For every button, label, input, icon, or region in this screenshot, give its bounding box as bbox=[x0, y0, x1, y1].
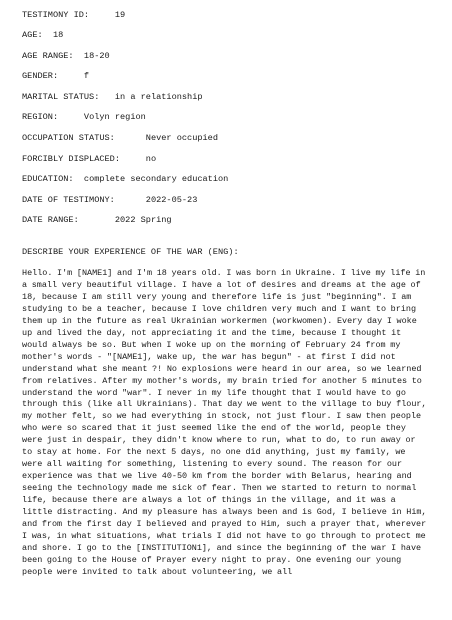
field-label: EDUCATION: bbox=[22, 174, 74, 184]
field-gender bbox=[22, 71, 89, 82]
field-value: in a relationship bbox=[114, 92, 203, 102]
field-education bbox=[22, 174, 228, 185]
field-value: no bbox=[145, 154, 157, 164]
field-value: 18-20 bbox=[83, 51, 110, 61]
field-label: DATE OF TESTIMONY: bbox=[22, 195, 115, 205]
section-title: DESCRIBE YOUR EXPERIENCE OF THE WAR (ENG): bbox=[22, 247, 239, 257]
field-date-of-testimony bbox=[22, 195, 197, 206]
field-date-range bbox=[22, 215, 172, 226]
field-testimony-id bbox=[22, 10, 125, 21]
field-age bbox=[22, 30, 63, 41]
field-value: 18 bbox=[52, 30, 64, 40]
field-occupation-status bbox=[22, 133, 218, 144]
field-age-range bbox=[22, 51, 110, 62]
field-label: FORCIBLY DISPLACED: bbox=[22, 154, 120, 164]
field-region bbox=[22, 112, 146, 123]
field-value: 2022 Spring bbox=[114, 215, 172, 225]
field-label: TESTIMONY ID: bbox=[22, 10, 90, 20]
field-label: GENDER: bbox=[22, 71, 59, 81]
field-value: 19 bbox=[114, 10, 126, 20]
field-label: OCCUPATION STATUS: bbox=[22, 133, 115, 143]
field-value: complete secondary education bbox=[83, 174, 229, 184]
field-value: f bbox=[83, 71, 90, 81]
field-value: 2022-05-23 bbox=[145, 195, 198, 205]
field-label: REGION: bbox=[22, 112, 59, 122]
field-label: DATE RANGE: bbox=[22, 215, 79, 225]
field-label: AGE RANGE: bbox=[22, 51, 74, 61]
field-marital-status bbox=[22, 92, 203, 103]
field-value: Never occupied bbox=[145, 133, 218, 143]
field-label: AGE: bbox=[22, 30, 43, 40]
field-value: Volyn region bbox=[83, 112, 146, 122]
field-forcibly-displaced bbox=[22, 154, 156, 165]
field-label: MARITAL STATUS: bbox=[22, 92, 100, 102]
testimony-text: Hello. I'm [NAME1] and I'm 18 years old. I was born in Ukraine. I live my life in a small very beautiful village. I have a lot of desires and dreams at the age of 18, because I am still very young and therefore life is just "beginning". I am studying to be a teacher, because I love children very much and I want to bring them up in the future as real Ukrainian workermen (workwomen). Every day I woke up and lived the day, not appreciating it and the time, because I thought it would always be so. But when I woke up on the morning of February 24 from my mother's words - "[NAME1], wake up, the war has begun" - at first I did not understand what she meant ?! No explosions were heard in our area, so we learned from relatives. After my mother's words, my brain tried for another 5 minutes to understand the word "war". I never in my life thought that I would have to go through this (like all Ukrainians). That day we went to the village to buy flour, my mother felt, so we had everything in stock, not just flour. I saw then people who were so scared that it just seemed like the end of the world, people they were just in despair, they didn't know where to run, what to do, to run away or to stay at home. For the next 5 days, no one did anything, just my family, we were all waiting for something, listening to every sound. The reason for our experience was that we live 40-50 km from the border with Belarus, hearing and seeing the technology made me sick of fear. Then we started to return to normal life, because there are always a lot of things in the village, and it was a little distracting. And my pleasure has always been and is God, I believe in Him, and from the first day I believed and prayed to Him, such a prayer that, wherever I was, in what situations, what trials I did not have to go through to protect me and shore. I go to the [INSTITUTION1], and since the beginning of the war I have been going to the House of Prayer every night to pray. One evening our young people were invited to talk about volunteering, we all bbox=[22, 268, 427, 577]
